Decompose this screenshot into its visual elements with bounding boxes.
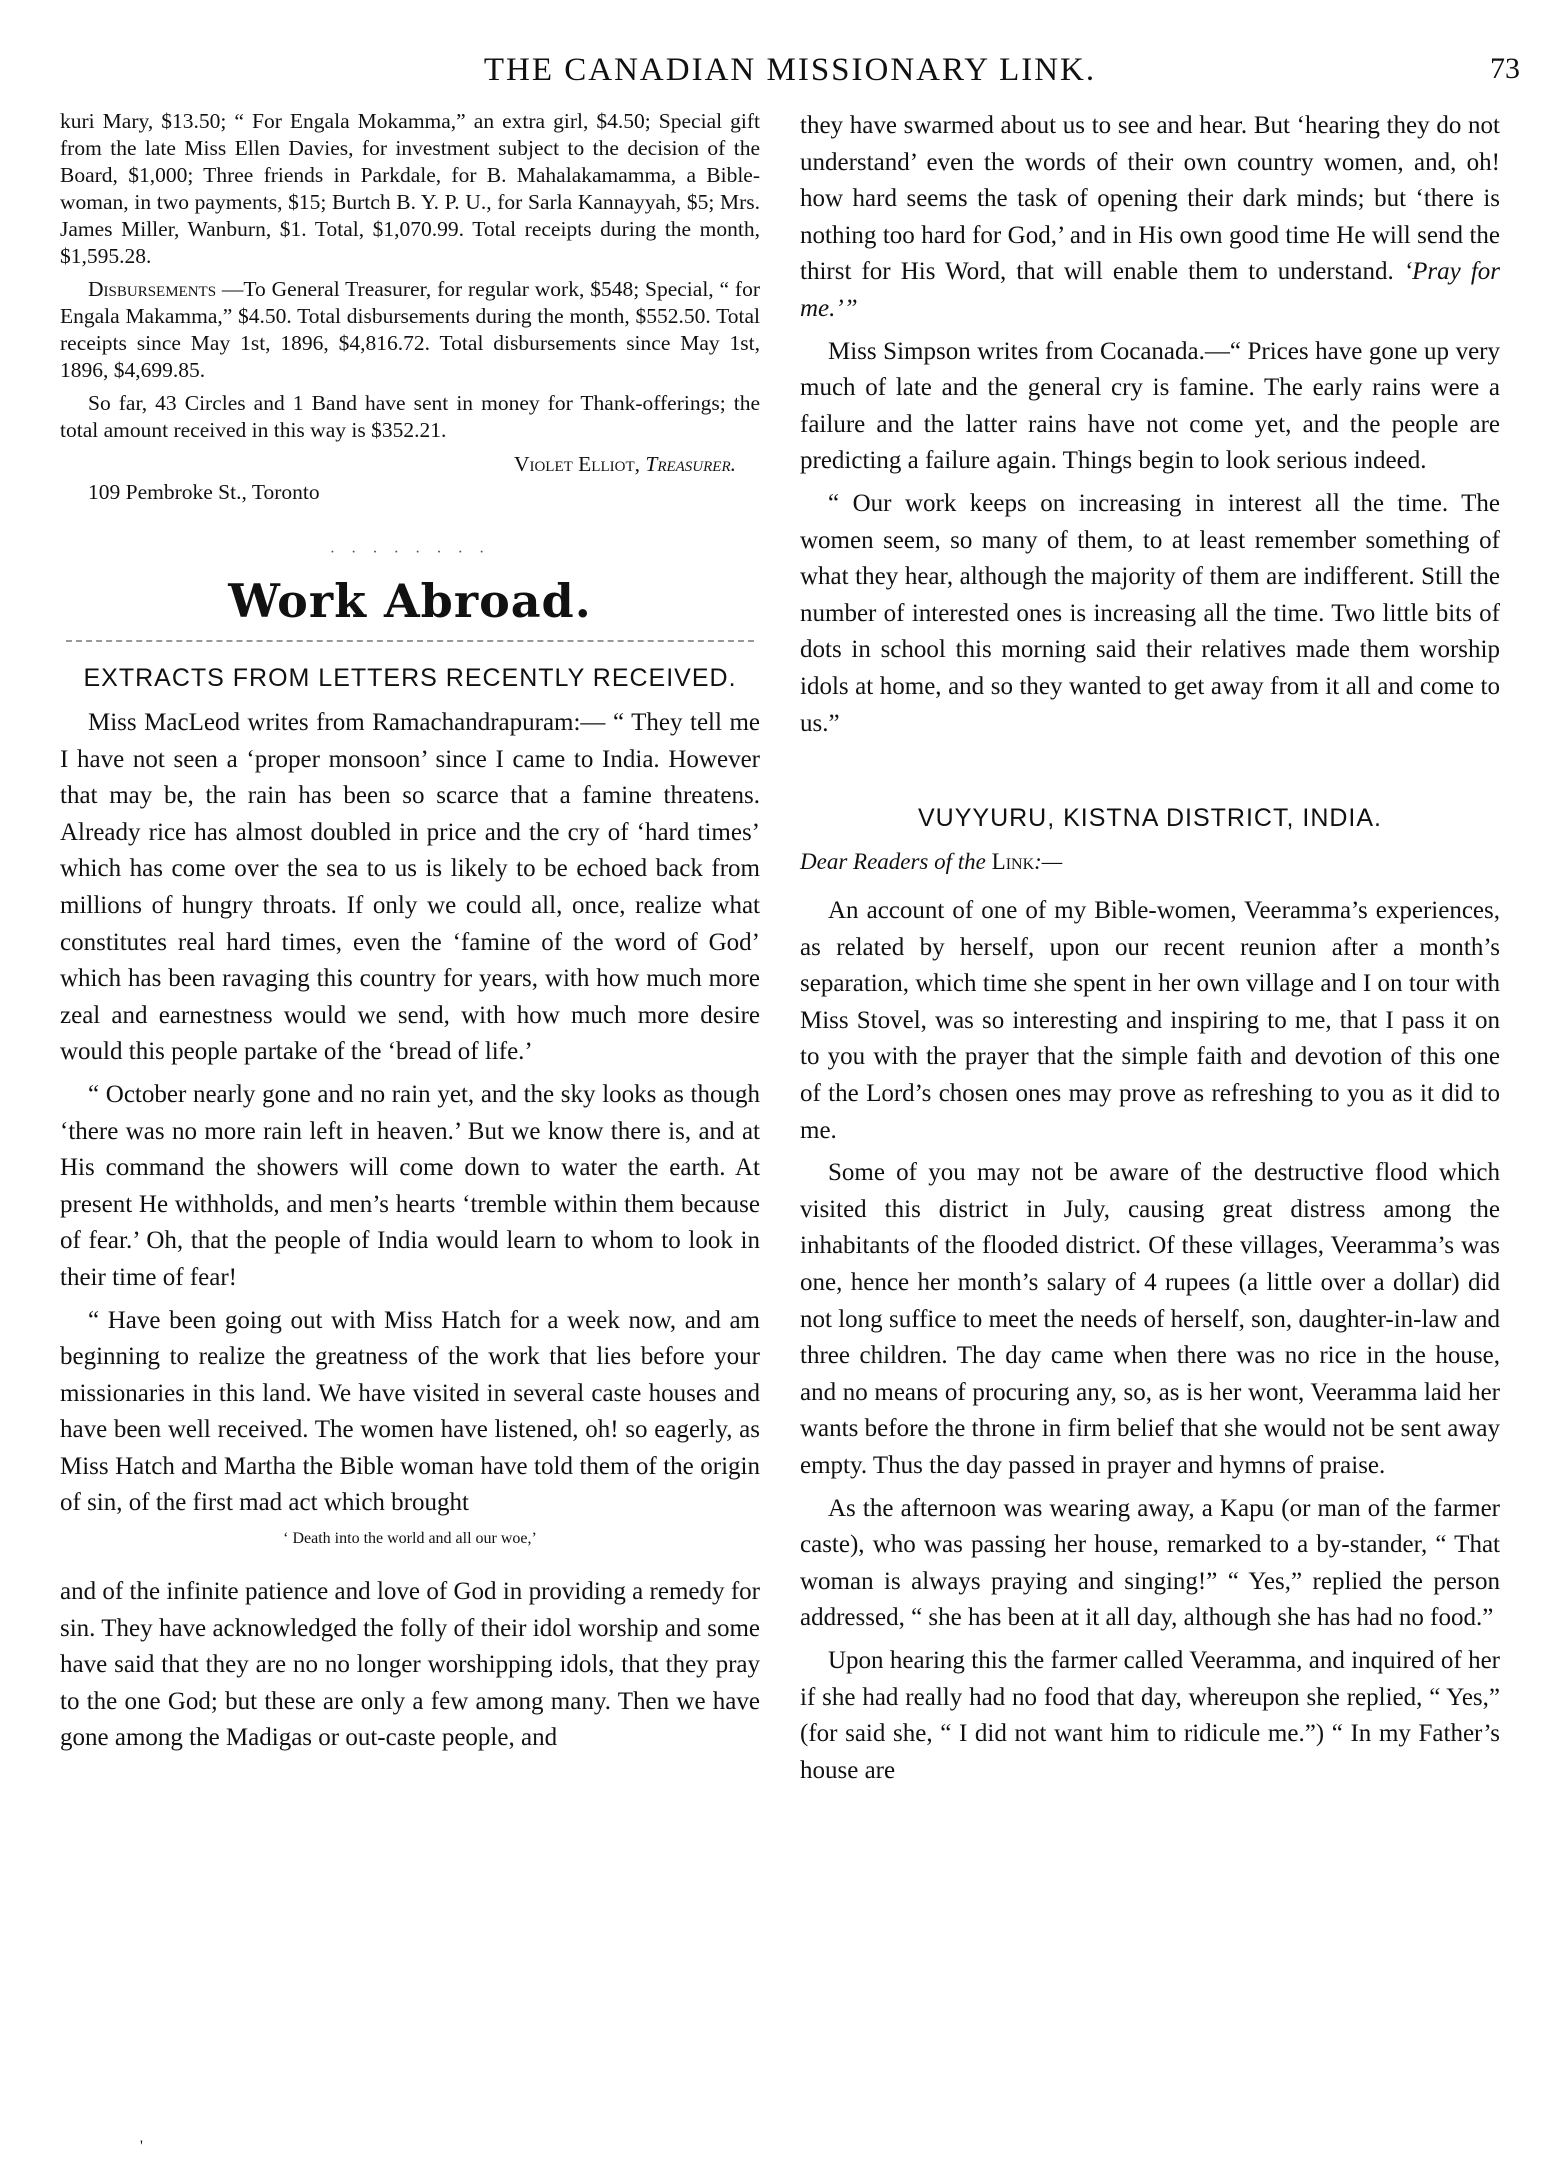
- macleod-letter-paragraph: Miss MacLeod writes from Ramachandrapuram:— “ They tell me I have not seen a ‘proper monsoon’ since I came to India. However that may be, the rain has been so scarce that a famine threatens. Already rice has almost doubled in price and the cry of ‘hard times’ which has come over the sea to us is likely to be echoed back from millions of hungry throats. If only we could all, once, realize what constitutes real hard times, even the ‘famine of the word of God’ which has been ravaging this country for years, with how much more zeal and earnestness would we send, with how much more desire would this people partake of the ‘bread of life.’: [60, 709, 760, 1066]
- continued-letter-paragraph: [800, 108, 1500, 328]
- treasurer-address: 109 Pembroke St., Toronto: [88, 480, 320, 504]
- october-paragraph: “ October nearly gone and no rain yet, and the sky looks as though ‘there was no more rain left in heaven.’ But we know there is, and at His command the showers will come down to water the earth. At present He withholds, and men’s hearts ‘tremble within them because of fear.’ Oh, that the people of India would learn to whom to look in their time of fear!: [60, 1080, 760, 1291]
- pray-for-me: ‘Pray for me.’”: [800, 258, 1501, 322]
- continued-letter-text: they have swarmed about us to see and hear. But ‘hearing they do not understand’ even the words of their own country women, and, oh! how hard seems the task of opening their dark minds; but ‘there is nothing too hard for God,’ and in His own good time He will send the thirst for His Word, that will enable them to understand.: [800, 112, 1500, 286]
- page-header: [60, 48, 1520, 98]
- disbursements-label: Disbursements: [88, 277, 217, 301]
- left-column: [60, 108, 760, 1763]
- receipts-paragraph: kuri Mary, $13.50; “ For Engala Mokamma,” an extra girl, $4.50; Special gift from the late Miss Ellen Davies, for investment subject to the decision of the Board, $1,000; Three friends in Parkdale, for B. Mahalakamamma, a Bible-woman, in two payments, $15; Burtch B. Y. P. U., for Sarla Kannayyah, $5; Mrs. James Miller, Wanburn, $1. Total, $1,070.99. Total receipts during the month, $1,595.28.: [60, 109, 760, 268]
- simpson-letter-paragraph: Miss Simpson writes from Cocanada.—“ Prices have gone up very much of late and the general cry is famine. The early rains were a failure and the latter rains have not come yet, and the people are predicting a failure again. Things begin to look serious indeed.: [800, 337, 1500, 475]
- our-work-paragraph: “ Our work keeps on increasing in interest all the time. The women seem, so many of them, to at least remember something of what they hear, although the majority of them are indifferent. Still the number of interested ones is increasing all the time. Two little bits of dots in school this morning said their relatives made them worship idols at home, and so they wanted to get away from it all and come to us.”: [800, 489, 1500, 737]
- right-column: [800, 108, 1500, 1795]
- kapu-paragraph: As the afternoon was wearing away, a Kapu (or man of the farmer caste), who was passing her house, remarked to a by-stander, “ That woman is always praying and singing!” “ Yes,” replied the person addressed, “ she has been at it all day, although she has had no food.”: [800, 1494, 1500, 1632]
- miss-hatch-paragraph: “ Have been going out with Miss Hatch for a week now, and am beginning to realize the greatness of the work that lies before your missionaries in this land. We have visited in several caste houses and have been well received. The women have listened, oh! so eagerly, as Miss Hatch and Martha the Bible woman have told them of the origin of sin, of the first mad act which brought: [60, 1306, 760, 1517]
- salutation-link: Link: [991, 849, 1035, 875]
- hymn-quote: ‘ Death into the world and all our woe,’: [283, 1530, 537, 1548]
- section-spacer: [800, 748, 1500, 804]
- page-title: THE CANADIAN MISSIONARY LINK.: [483, 52, 1097, 88]
- section-rule: [66, 640, 754, 642]
- farmer-paragraph: Upon hearing this the farmer called Veeramma, and inquired of her if she had really had no food that day, whereupon she replied, “ Yes,” (for said she, “ I did not want him to ridicule me.”) “ In my Father’s house are: [800, 1646, 1500, 1784]
- flood-paragraph: Some of you may not be aware of the destructive flood which visited this district in July, causing great distress among the inhabitants of the flooded district. Of these villages, Veeramma’s was one, hence her month’s salary of 4 rupees (a little over a dollar) did not long suffice to meet the needs of herself, son, daughter-in-law and three children. The day came when there was no rice in the house, and no means of procuring any, so, as is her wont, Veeramma laid her wants before the throne in firm belief that she would not be sent away empty. Thus the day passed in prayer and hymns of praise.: [800, 1159, 1500, 1479]
- thank-offerings-paragraph: So far, 43 Circles and 1 Band have sent in money for Thank-offerings; the total amount received in this way is $352.21.: [60, 391, 760, 442]
- disbursements-text: —To General Treasurer, for regular work, $548; Special, “ for Engala Makamma,” $4.50. Total disbursements during the month, $552.50. Total receipts since May 1st, 1896, $4,816.72. Total disbursements since May 1st, 1896, $4,699.85.: [60, 277, 760, 382]
- salutation-end: :—: [1034, 849, 1063, 875]
- print-mark: ': [140, 2138, 143, 2155]
- extracts-subheading: EXTRACTS FROM LETTERS RECENTLY RECEIVED.: [83, 664, 737, 692]
- section-title: Work Abroad.: [228, 574, 592, 628]
- page-number: 73: [1490, 52, 1520, 85]
- treasurer-title: Treasurer.: [645, 452, 736, 476]
- veeramma-account-paragraph: An account of one of my Bible-women, Veeramma’s experiences, as related by herself, upon our recent reunion after a month’s separation, which time she spent in her own village and I on tour with Miss Stovel, was so interesting and inspiring to me, that I pass it on to you with the prayer that the simple faith and devotion of this one of the Lord’s chosen ones may prove as refreshing to you as it did to me.: [800, 897, 1500, 1144]
- disbursements-paragraph: [60, 276, 760, 384]
- treasurer-name: Violet Elliot,: [513, 452, 640, 476]
- salutation: [800, 849, 1500, 875]
- section-divider-dots: · · · · · · · ·: [329, 544, 491, 561]
- treasurer-signature: [60, 450, 736, 478]
- vuyyuru-subheading: VUYYURU, KISTNA DISTRICT, INDIA.: [917, 804, 1382, 833]
- infinite-patience-paragraph: and of the infinite patience and love of God in providing a remedy for sin. They have acknowledged the folly of their idol worship and some have said that they are no no longer worshipping idols, that they pray to the one God; but these are only a few among many. Then we have gone among the Madigas or out-caste people, and: [60, 1578, 760, 1752]
- salutation-text: Dear Readers of the: [800, 849, 986, 875]
